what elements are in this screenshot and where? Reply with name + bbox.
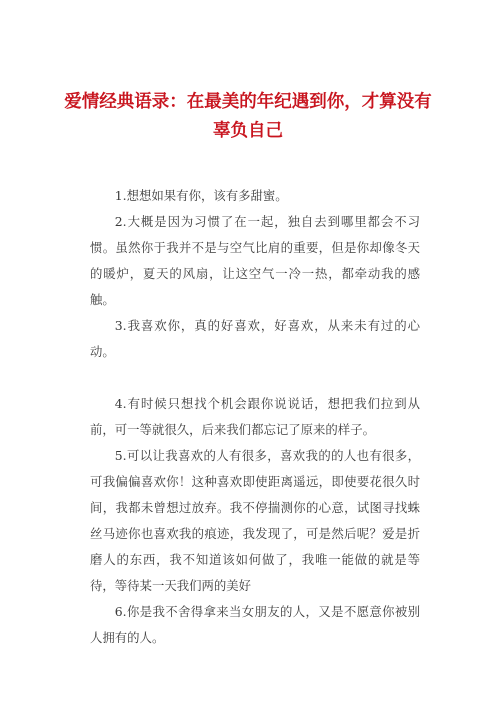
paragraph-1: 1.想想如果有你，该有多甜蜜。	[114, 188, 288, 203]
paragraph-3: 3.我喜欢你，真的好喜欢，好喜欢，从来未有过的心动。	[90, 318, 420, 359]
document-title: 爱情经典语录：在最美的年纪遇到你，才算没有辜负自己	[64, 92, 432, 141]
document-body	[90, 183, 420, 651]
paragraph-5: 5.可以让我喜欢的人有很多，喜欢我的的人也有很多，可我偏偏喜欢你！这种喜欢即使距离遥远，即使要花很久时间，我都未曾想过放弃。我不停揣测你的心意，试图寻找蛛丝马迹你也喜欢我的痕迹，我发现了，可是然后呢？爱是折磨人的东西，我不知道该如何做了，我唯一能做的就是等待，等待某一天我们两的美好	[90, 448, 420, 593]
paragraph-6: 6.你是我不舍得拿来当女朋友的人，又是不愿意你被别人拥有的人。	[90, 604, 420, 645]
paragraph-2: 2.大概是因为习惯了在一起，独自去到哪里都会不习惯。虽然你于我并不是与空气比肩的重要，但是你却像冬天的暖炉，夏天的风扇，让这空气一冷一热，都牵动我的感触。	[90, 214, 420, 307]
paragraph-4: 4.有时候只想找个机会跟你说说话，想把我们拉到从前，可一等就很久，后来我们都忘记了原来的样子。	[90, 396, 420, 437]
